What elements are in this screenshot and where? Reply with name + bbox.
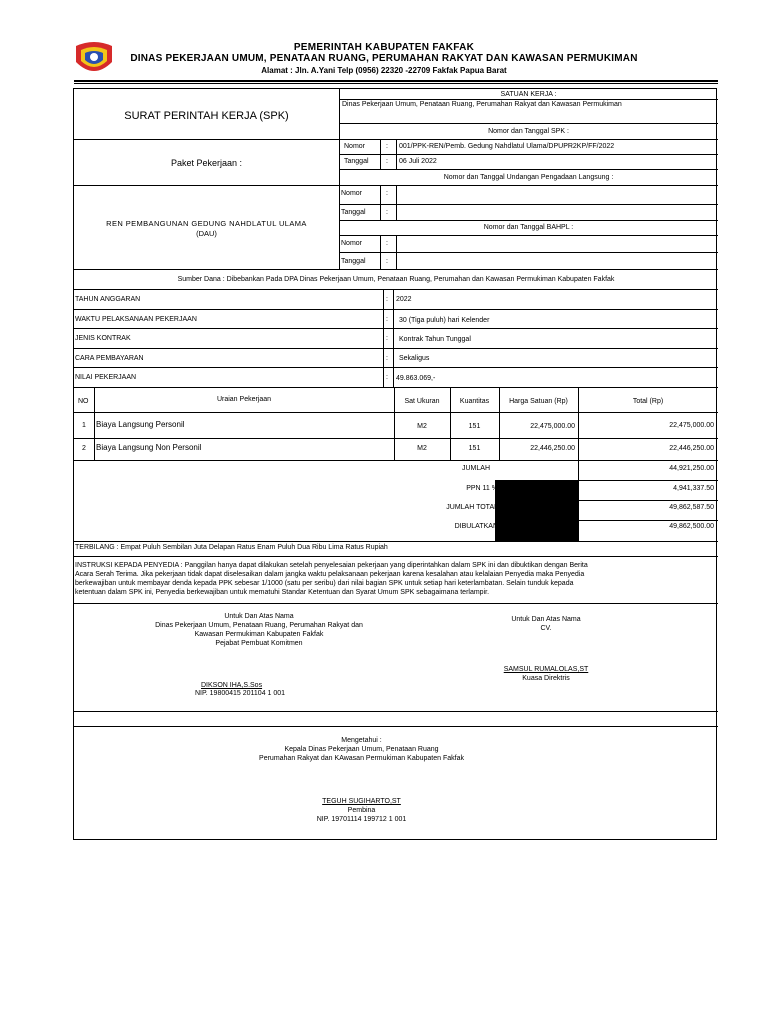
summary-total-value: 49,862,587.50	[669, 504, 714, 511]
info-value: 30 (Tiga puluh) hari Kelender	[399, 317, 490, 324]
sign-bottom-rank: Pembina	[347, 807, 376, 814]
sign-left-name: DIKSON IHA,S.Sos	[201, 682, 263, 689]
info-label: CARA PEMBAYARAN	[75, 355, 144, 362]
col-header-total: Total (Rp)	[632, 398, 664, 405]
col-header-sat: Sat Ukuran	[404, 398, 440, 405]
summary-jumlah-label: JUMLAH	[462, 465, 491, 472]
row-qty: 151	[468, 445, 481, 452]
info-label: WAKTU PELAKSANAAN PEKERJAAN	[75, 316, 197, 323]
bahpl-nomor-label: Nomor	[341, 240, 363, 247]
info-value: 49.863.069,-	[396, 375, 436, 382]
header-rule	[74, 80, 718, 82]
undangan-label: Nomor dan Tanggal Undangan Pengadaan Langsung :	[443, 174, 614, 181]
bahpl-label: Nomor dan Tanggal BAHPL :	[483, 224, 574, 231]
row-sat: M2	[417, 445, 427, 452]
sumber-dana: Sumber Dana : Dibebankan Pada DPA Dinas Pekerjaan Umum, Penataan Ruang, Perumahan dan Kawasan Permukiman Kabupaten Fakfak	[177, 276, 615, 283]
sign-bottom-nip: NIP. 19701114 199712 1 001	[316, 816, 407, 823]
sign-left-line: Untuk Dan Atas Nama	[224, 613, 294, 620]
info-value: 2022	[396, 296, 412, 303]
row-no: 1	[82, 422, 86, 429]
summary-ppn-label: PPN 11 %	[466, 485, 498, 492]
col-header-qty: Kuantitas	[459, 398, 490, 405]
header-rule-thin	[74, 83, 718, 84]
paket-pekerjaan-label: Paket Pekerjaan :	[170, 158, 243, 168]
row-sat: M2	[417, 423, 427, 430]
row-no: 2	[82, 445, 86, 452]
colon: :	[386, 355, 388, 362]
instruksi-line: INSTRUKSI KEPADA PENYEDIA : Panggilan hanya dapat dilakukan setelah penyelesaian pekerjaan yang diperintahkan dalam SPK ini dan dibuktikan dengan Berita	[75, 562, 588, 569]
summary-jumlah-value: 44,921,250.00	[669, 465, 714, 472]
redaction-block	[495, 480, 578, 541]
colon: :	[386, 258, 388, 265]
row-total: 22,446,250.00	[669, 445, 714, 452]
spk-tanggal-value: 06 Juli 2022	[399, 158, 437, 165]
colon: :	[386, 374, 388, 381]
sign-bottom-name: TEGUH SUGIHARTO,ST	[322, 798, 401, 805]
colon: :	[386, 296, 388, 303]
info-value: Sekaligus	[399, 355, 430, 362]
agency-name: DINAS PEKERJAAN UMUM, PENATAAN RUANG, PERUMAHAN RAKYAT DAN KAWASAN PERMUKIMAN	[130, 53, 638, 64]
bahpl-tanggal-label: Tanggal	[341, 258, 366, 265]
instruksi-line: ketentuan dalam SPK ini, Penyedia berkewajiban untuk mematuhi Standar Ketentuan dan Syarat Umum SPK sebagaimana terlampir.	[75, 589, 490, 596]
undangan-tanggal-label: Tanggal	[341, 209, 366, 216]
sign-bottom-line: Perumahan Rakyat dan KAwasan Permukiman Kabupaten Fakfak	[259, 755, 464, 762]
sign-bottom-line: Mengetahui :	[341, 737, 382, 744]
row-qty: 151	[468, 423, 481, 430]
row-harga: 22,446,250.00	[530, 445, 575, 452]
colon: :	[386, 335, 388, 342]
info-label: TAHUN ANGGARAN	[75, 296, 141, 303]
undangan-nomor-label: Nomor	[341, 190, 363, 197]
col-header-uraian: Uraian Pekerjaan	[216, 396, 272, 403]
summary-ppn-value: 4,941,337.50	[673, 485, 714, 492]
summary-rounded-value: 49,862,500.00	[669, 523, 714, 530]
letterhead	[0, 0, 768, 84]
paket-name: REN PEMBANGUNAN GEDUNG NAHDLATUL ULAMA	[106, 219, 307, 228]
colon: :	[386, 158, 388, 165]
sign-right-line: Untuk Dan Atas Nama	[511, 616, 581, 623]
info-label: JENIS KONTRAK	[75, 335, 131, 342]
spk-nomor-value: 001/PPK-REN/Pemb. Gedung Nahdlatul Ulama/DPUPR2KP/FF/2022	[399, 143, 615, 150]
spk-number-date-label: Nomor dan Tanggal SPK :	[488, 128, 569, 135]
terbilang: TERBILANG : Empat Puluh Sembilan Juta Delapan Ratus Enam Puluh Dua Ribu Lima Ratus Rupiah	[75, 544, 388, 551]
colon: :	[386, 143, 388, 150]
satuan-kerja-label: SATUAN KERJA :	[500, 91, 557, 98]
sign-left-line: Dinas Pekerjaan Umum, Penataan Ruang, Perumahan Rakyat dan	[155, 622, 363, 629]
spk-tanggal-label: Tanggal	[344, 158, 369, 165]
col-header-harga: Harga Satuan (Rp)	[509, 398, 568, 405]
agency-address: Alamat : Jln. A.Yani Telp (0956) 22320 -22709 Fakfak Papua Barat	[261, 66, 507, 75]
instruksi-line: berkewajiban untuk membayar denda kepada PPK sebesar 1/1000 (satu per seribu) dari nilai bagian SPK untuk setiap hari keterlambatan. Selain tunduk kepada	[75, 580, 574, 587]
summary-rounded-label: DIBULATKAN	[454, 523, 498, 530]
row-uraian: Biaya Langsung Non Personil	[96, 443, 202, 452]
spk-nomor-label: Nomor	[344, 143, 366, 150]
paket-sub: (DAU)	[196, 229, 217, 238]
col-header-no: NO	[78, 398, 89, 405]
sign-right-line: CV.	[540, 625, 552, 632]
satuan-kerja-value: Dinas Pekerjaan Umum, Penataan Ruang, Perumahan Rakyat dan Kawasan Permukiman	[342, 101, 622, 108]
info-label: NILAI PEKERJAAN	[75, 374, 137, 381]
sign-left-line: Kawasan Permukiman Kabupaten Fakfak	[194, 631, 324, 638]
row-harga: 22,475,000.00	[530, 423, 575, 430]
instruksi-line: Acara Serah Terima. Jika pekerjaan tidak dapat diselesaikan dalam jangka waktu pelaksanaan pekerjaan karena kesalahan atau kelalaian Penyedia maka Penyedia	[75, 571, 585, 578]
colon: :	[386, 240, 388, 247]
colon: :	[386, 190, 388, 197]
spk-title: SURAT PERINTAH KERJA (SPK)	[124, 110, 289, 122]
colon: :	[386, 316, 388, 323]
summary-total-label: JUMLAH TOTAL	[446, 504, 498, 511]
sign-right-role: Kuasa Direktris	[522, 675, 570, 682]
sign-right-name: SAMSUL RUMALOLAS,ST	[503, 666, 589, 673]
government-name: PEMERINTAH KABUPATEN FAKFAK	[293, 42, 475, 53]
info-value: Kontrak Tahun Tunggal	[399, 336, 471, 343]
colon: :	[386, 209, 388, 216]
sign-left-nip: NIP. 19800415 201104 1 001	[195, 690, 286, 697]
sign-left-line: Pejabat Pembuat Komitmen	[215, 640, 303, 647]
row-total: 22,475,000.00	[669, 422, 714, 429]
sign-bottom-line: Kepala Dinas Pekerjaan Umum, Penataan Ruang	[284, 746, 439, 753]
spk-document	[73, 88, 717, 840]
row-uraian: Biaya Langsung Personil	[96, 420, 185, 429]
